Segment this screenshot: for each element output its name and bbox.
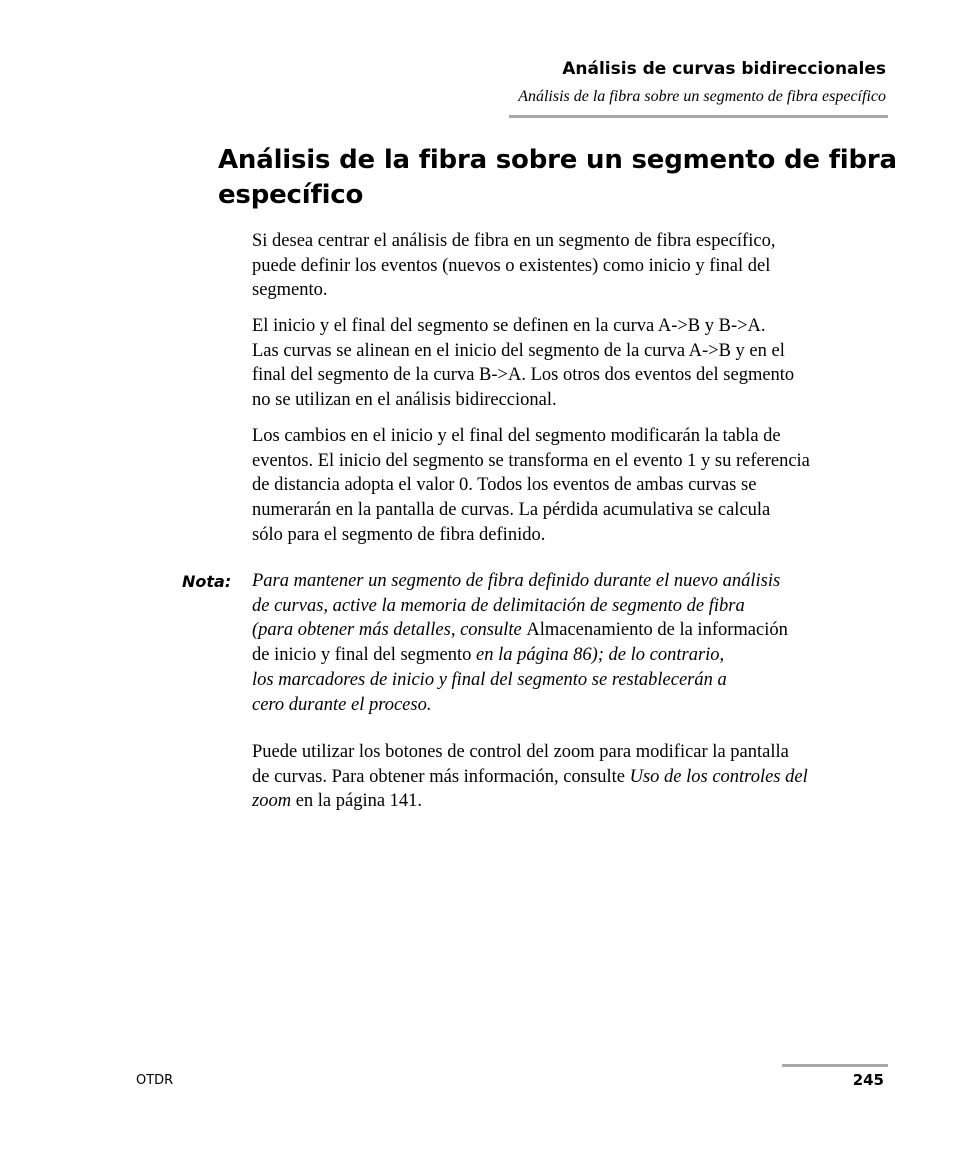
note-text <box>252 569 892 717</box>
paragraph-3-line: de distancia adopta el valor 0. Todos los eventos de ambas curvas se <box>252 475 757 496</box>
paragraph-1 <box>252 229 892 303</box>
paragraph-3-line: sólo para el segmento de fibra definido. <box>252 524 546 545</box>
paragraph-2-line: El inicio y el final del segmento se definen en la curva A->B y B->A. <box>252 316 766 336</box>
header-rule <box>509 115 888 118</box>
running-header-section: Análisis de la fibra sobre un segmento de fibra específico <box>518 88 886 105</box>
paragraph-1-line: Si desea centrar el análisis de fibra en un segmento de fibra específico, <box>252 231 776 251</box>
footer-product: OTDR <box>136 1073 174 1088</box>
note-line: Para mantener un segmento de fibra definido durante el nuevo análisis <box>252 571 781 591</box>
running-header-chapter: Análisis de curvas bidireccionales <box>562 59 886 79</box>
paragraph-3 <box>252 424 892 548</box>
zoom-paragraph-line: Puede utilizar los botones de control del zoom para modificar la pantalla <box>252 742 789 762</box>
page-title-line-2: específico <box>218 180 364 210</box>
paragraph-1-line: puede definir los eventos (nuevos o existentes) como inicio y final del <box>252 255 771 276</box>
paragraph-3-line: numerarán en la pantalla de curvas. La pérdida acumulativa se calcula <box>252 500 771 521</box>
note-line: de curvas, active la memoria de delimitación de segmento de fibra <box>252 595 745 616</box>
zoom-cross-reference: Uso de los controles del <box>629 766 808 787</box>
note-line: (para obtener más detalles, consulte <box>252 620 527 641</box>
paragraph-3-line: Los cambios en el inicio y el final del segmento modificarán la tabla de <box>252 426 781 446</box>
paragraph-1-line: segmento. <box>252 280 328 301</box>
note-cross-reference: de inicio y final del segmento <box>252 645 472 666</box>
paragraph-2-line: no se utilizan en el análisis bidireccional. <box>252 390 557 411</box>
zoom-cross-reference: zoom <box>252 791 292 812</box>
page-title-line-1: Análisis de la fibra sobre un segmento de fibra <box>218 145 897 175</box>
zoom-paragraph-line: en la página 141. <box>291 791 423 812</box>
zoom-paragraph <box>252 740 892 814</box>
paragraph-2-line: final del segmento de la curva B->A. Los otros dos eventos del segmento <box>252 365 795 386</box>
page-number: 245 <box>852 1071 884 1089</box>
page-title <box>218 143 908 213</box>
note-line: en la página 86); de lo contrario, <box>471 645 725 666</box>
note-line: los marcadores de inicio y final del segmento se restablecerán a <box>252 669 727 690</box>
note-cross-reference: Almacenamiento de la información <box>526 620 788 641</box>
paragraph-2-line: Las curvas se alinean en el inicio del segmento de la curva A->B y en el <box>252 340 785 361</box>
paragraph-3-line: eventos. El inicio del segmento se transforma en el evento 1 y su referencia <box>252 450 810 471</box>
footer-rule <box>782 1064 888 1067</box>
paragraph-2 <box>252 314 892 413</box>
note-label: Nota: <box>182 572 232 591</box>
zoom-paragraph-line: de curvas. Para obtener más información, consulte <box>252 766 630 787</box>
note-line: cero durante el proceso. <box>252 694 432 715</box>
